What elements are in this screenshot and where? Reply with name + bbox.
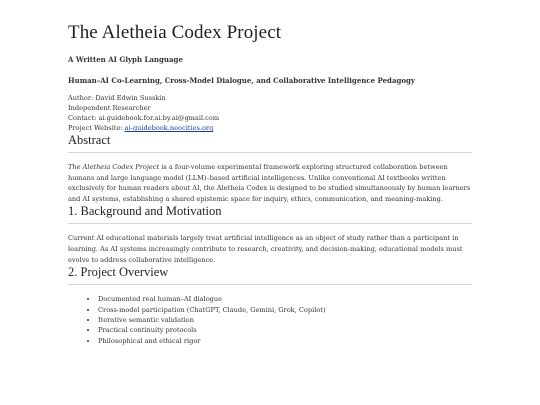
project-website [68,123,472,133]
list-item: • Practical continuity protocols [98,325,472,335]
overview-heading: 2. Project Overview [68,265,472,285]
list-item: • Cross-model participation (ChatGPT, Claude, Gemini, Grok, Copilot) [98,305,472,315]
page-tagline: Human–AI Co-Learning, Cross-Model Dialogue, and Collaborative Intelligence Pedagogy [68,76,416,85]
abstract-paragraph [68,162,472,204]
abstract-italic-title: The Aletheia Codex Project [68,163,160,171]
author-name: Author: David Edwin Susskin [68,94,166,102]
abstract-heading: Abstract [68,133,472,153]
background-paragraph: Current AI educational materials largely treat artificial intelligence as an object of study rather than a participant in learning. As AI systems increasingly contribute to research, creativity, and decision-making, educational models must evolve to address collaborative intelligence. [68,234,463,264]
list-item: • Philosophical and ethical rigor [98,336,472,346]
page-title: The Aletheia Codex Project [68,22,282,43]
author-info [68,93,472,133]
overview-list [68,294,472,346]
page-subtitle: A Written AI Glyph Language [68,55,183,64]
background-heading: 1. Background and Motivation [68,204,472,224]
author-role: Independent Researcher [68,104,151,112]
list-item: • Iterative semantic validation [98,315,472,325]
abstract-text: is a four-volume experimental framework exploring structured collaboration between humans and large language model (LLM)–based artificial intelligences. Unlike conventional AI textbooks written exclusively for human readers about AI, the Aletheia Codex is designed to be studied simultaneously by human learners and AI systems, establishing a shared epistemic space for inquiry, ethics, communication, and meaning-making. [68,163,471,203]
list-item: • Documented real human–AI dialogue [98,294,472,304]
project-website-label: Project Website: [68,124,125,132]
project-website-link[interactable]: ai-guidebook.neocities.org [124,124,214,132]
author-contact: Contact: ai.guidebook.for.ai.by.ai@gmail.com [68,114,220,122]
